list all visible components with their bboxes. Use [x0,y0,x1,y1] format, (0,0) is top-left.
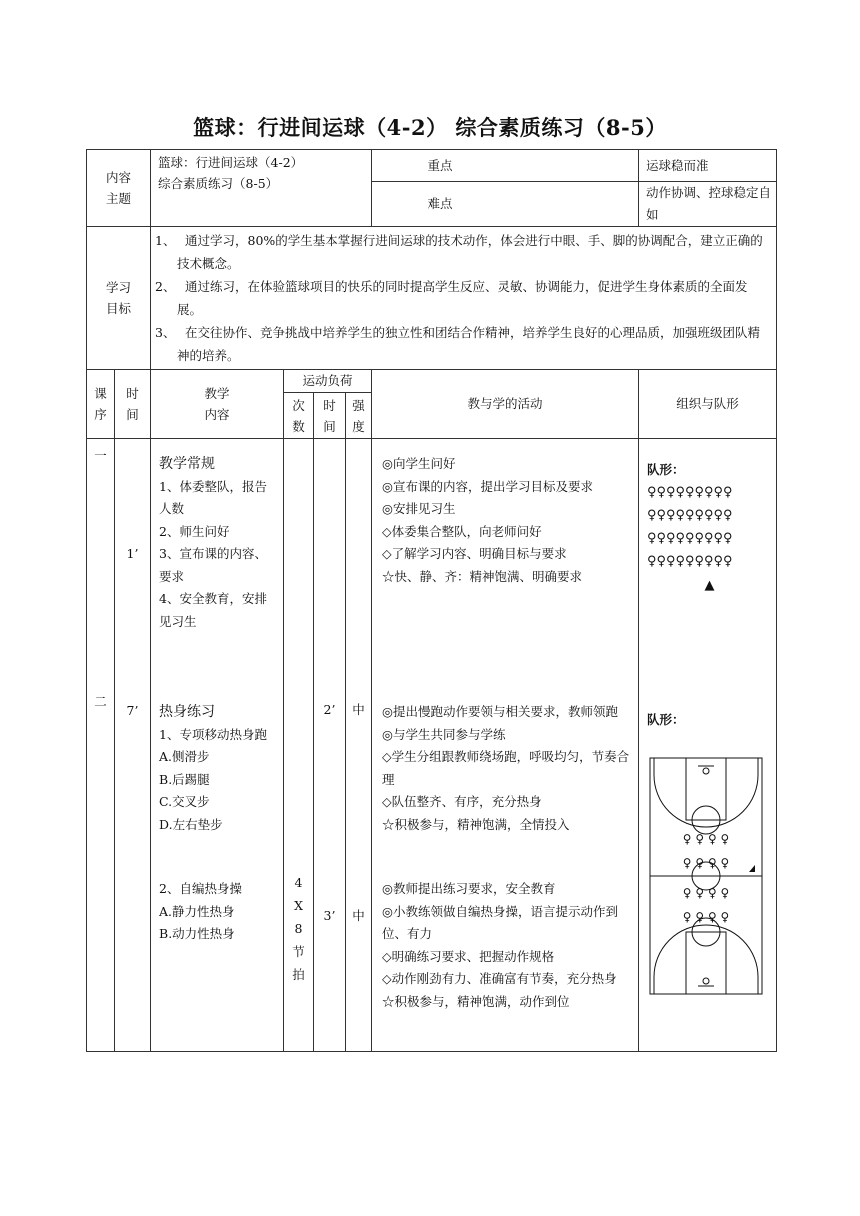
col-activities: 教与学的活动 [372,370,639,439]
content-item: B.后踢腿 [159,771,210,787]
court-player-row: ♀ ♀ ♀ ♀ [682,832,730,846]
goals-cell [151,227,777,370]
col-load-count-label: 数 [292,418,305,434]
topic-line: 篮球：行进间运球（4-2） [158,155,304,170]
activity-item: ☆积极参与，精神饱满，动作到位 [382,993,570,1009]
topic-line: 综合素质练习（8-5） [158,176,279,191]
activities-section-2 [372,701,638,836]
intensity-1: 中 [352,702,365,717]
col-time-label: 间 [126,407,139,422]
load-count-cell [284,439,314,1052]
intensity-2: 中 [352,908,365,923]
lesson-plan-table [86,149,777,1052]
order-2: 二 [94,694,107,709]
content-cell [151,439,284,1052]
activity-item: ◇了解学习内容、明确目标与要求 [382,546,567,561]
topic-cell [151,150,372,227]
col-load: 运动负荷 [284,370,372,393]
goal-item: 3、 在交往协作、竞争挑战中培养学生的独立性和团结合作精神，培养学生良好的心理品质，加强班级团队精神的培养。 [155,325,761,363]
time-1: 1’ [126,546,139,561]
formation-row: ♀♀♀♀♀♀♀♀♀ [647,554,733,569]
difficulty-label: 难点 [372,182,639,227]
formation-row: ♀♀♀♀♀♀♀♀♀ [647,508,733,523]
col-load-intensity [346,393,372,439]
content-section-2b [151,878,283,946]
content-section-2 [151,701,283,836]
activity-item: ◇动作刚劲有力、准确富有节奏，充分热身 [382,971,617,986]
load-count-value: 4 X 8 节 拍 [292,875,305,982]
load-time-cell [314,439,346,1052]
col-lesson-order-label: 课 [94,386,107,401]
col-lesson-order [87,370,115,439]
content-section-1 [151,453,283,633]
content-item: B.动力性热身 [159,926,235,941]
formation-1 [647,459,772,597]
content-item: 3、宣布课的内容、要求 [159,546,267,584]
time-cell [115,439,151,1052]
activity-item: ◎与学生共同参与学练 [382,726,506,742]
content-item: D.左右垫步 [159,816,223,832]
court-player-row: ♀ ♀ ♀ ♀ [682,856,730,870]
col-load-count-label: 次 [292,397,305,413]
page-title: 篮球：行进间运球（4-2） 综合素质练习（8-5） [193,115,667,140]
col-organization: 组织与队形 [639,370,777,439]
activity-item: ◇明确练习要求、把握动作规格 [382,948,555,964]
activity-item: ◎向学生问好 [382,456,456,471]
activity-item: ◇队伍整齐、有序，充分热身 [382,794,542,809]
col-content-label: 教学 [204,386,230,401]
col-load-count [284,393,314,439]
col-load-time-label: 时 [323,397,336,413]
load-intensity-cell [346,439,372,1052]
court-player-row: ♀ ♀ ♀ ♀ [682,886,730,900]
court-player-row: ♀ ♀ ♀ ♀ [682,910,730,924]
teacher-marker-icon: ▲ [704,578,715,593]
activity-item: ◎宣布课的内容，提出学习目标及要求 [382,478,593,494]
content-item: 4、安全教育，安排见习生 [159,591,267,629]
content-item: 1、专项移动热身跑 [159,726,267,742]
section-heading: 教学常规 [159,456,216,472]
goal-item: 1、 通过学习，80%的学生基本掌握行进间运球的技术动作，体会进行中眼、手、脚的协调配合，建立正确的技术概念。 [155,233,763,271]
activity-item: ◎小教练领做自编热身操，语言提示动作到位、有力 [382,903,618,941]
col-load-time [314,393,346,439]
goals-label-cell: 学习 目标 [87,227,151,370]
activity-item: ◎提出慢跑动作要领与相关要求，教师领跑 [382,704,618,719]
col-lesson-order-label: 序 [94,407,107,422]
activities-cell [372,439,639,1052]
activity-item: ◎教师提出练习要求，安全教育 [382,881,556,896]
activity-item: ☆快、静、齐：精神饱满、明确要求 [382,568,583,584]
col-load-time-label: 间 [323,418,336,434]
key-value: 运球稳而准 [639,150,777,182]
key-label: 重点 [372,150,639,182]
content-item: C.交叉步 [159,794,210,809]
formation-label-2: 队形： [647,712,685,727]
content-item: 2、自编热身操 [159,881,242,896]
formation-label: 队形： [647,462,685,477]
order-cell [87,439,115,1052]
activity-item: ☆积极参与，精神饱满，全情投入 [382,816,570,832]
order-1: 一 [94,448,107,463]
col-content-label: 内容 [204,407,230,422]
time-2: 7’ [126,703,139,718]
organization-cell [639,439,777,1052]
court-players [661,827,751,929]
content-item: A.侧滑步 [159,749,210,764]
content-item: A.静力性热身 [159,903,235,919]
load-time-2: 3’ [323,908,336,923]
col-content [151,370,284,439]
content-item: 2、师生问好 [159,523,230,539]
load-time-1: 2’ [323,702,336,717]
col-load-intensity-label: 度 [352,418,365,434]
activity-item: ◇体委集合整队，向老师问好 [382,523,542,539]
formation-row: ♀♀♀♀♀♀♀♀♀ [647,485,733,500]
topic-label-cell: 内容 主题 [87,150,151,227]
content-item: 1、体委整队，报告人数 [159,478,267,516]
activity-item: ◎安排见习生 [382,501,456,516]
activities-section-2b [372,878,638,1013]
goal-item: 2、 通过练习，在体验篮球项目的快乐的同时提高学生反应、灵敏、协调能力，促进学生身体素质的全面发展。 [155,279,748,317]
activities-section-1 [372,453,638,588]
col-load-intensity-label: 强 [352,397,365,413]
section-heading: 热身练习 [159,704,216,720]
formation-row: ♀♀♀♀♀♀♀♀♀ [647,531,733,546]
activity-item: ◇学生分组跟教师绕场跑，呼吸均匀，节奏合理 [382,749,630,787]
difficulty-value: 动作协调、控球稳定自如 [639,182,777,227]
col-time-label: 时 [126,386,139,401]
col-time [115,370,151,439]
